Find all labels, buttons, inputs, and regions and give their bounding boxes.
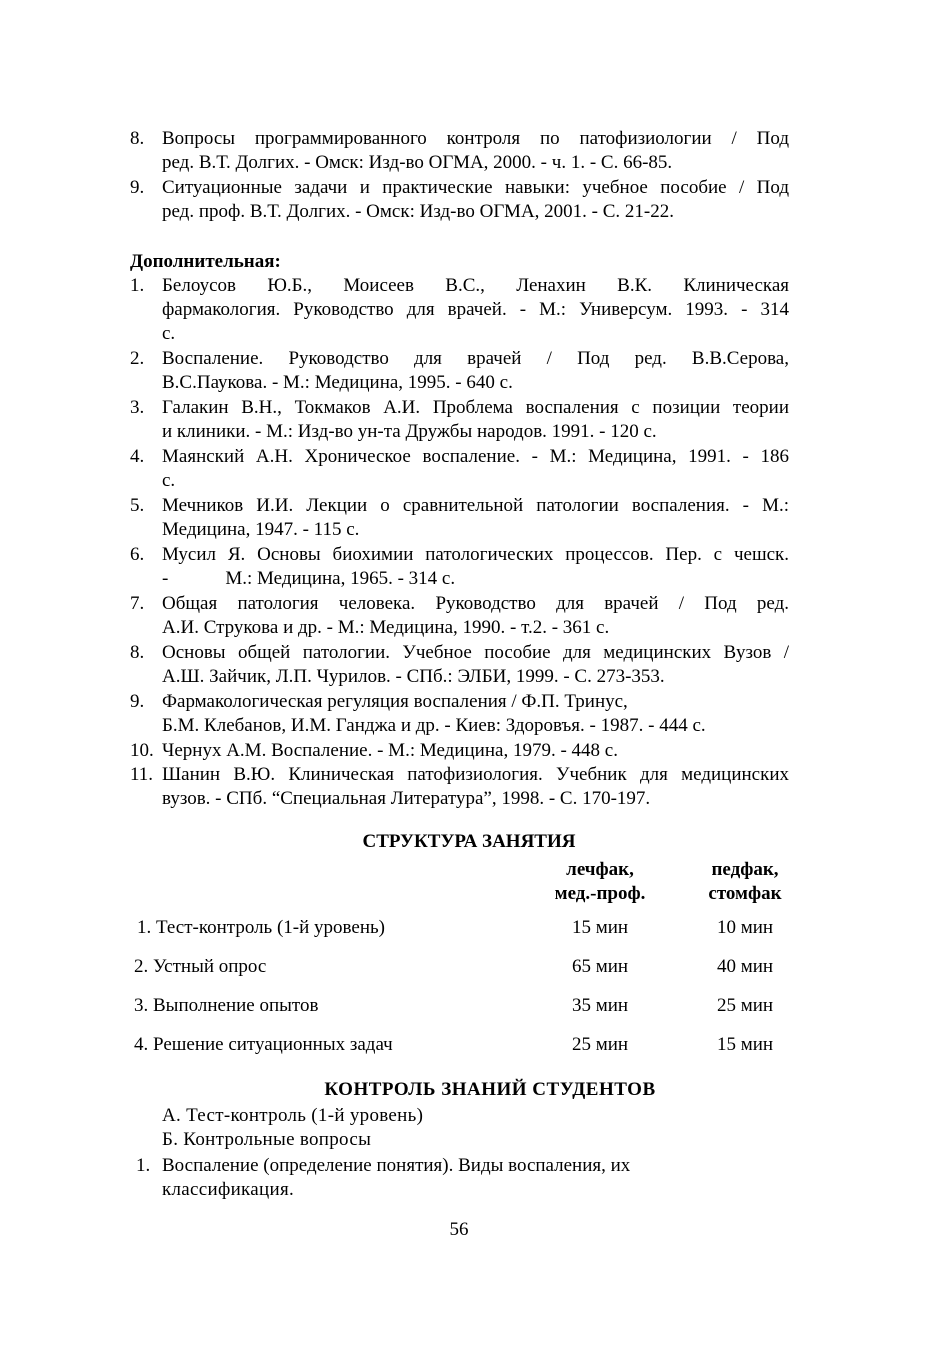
ref-line: вузов. - СПб. “Специальная Литература”, 1998. - С. 170-197. (162, 788, 651, 809)
table-cell: 35 мин (571, 995, 629, 1016)
ref-line: Основы общей патологии. Учебное пособие для медицинских Вузов / (162, 642, 789, 663)
table-row-label: 4. Решение ситуационных задач (134, 1034, 393, 1055)
structure-heading: СТРУКТУРА ЗАНЯТИЯ (362, 831, 576, 852)
ref-number: 11. (130, 764, 154, 785)
ref-line: А.И. Струкова и др. - М.: Медицина, 1990. - т.2. - 361 с. (162, 617, 610, 638)
ref-line: Мечников И.И. Лекции о сравнительной патологии воспаления. - М.: (162, 495, 789, 516)
table-cell: 15 мин (716, 1034, 774, 1055)
ref-line: - М.: Медицина, 1965. - 314 с. (162, 568, 456, 589)
table-row-label: 2. Устный опрос (134, 956, 267, 977)
ref-line: ред. В.Т. Долгих. - Омск: Изд-во ОГМА, 2000. - ч. 1. - С. 66-85. (162, 152, 673, 173)
ref-line: Фармакологическая регуляция воспаления / Ф.П. Тринус, (162, 691, 628, 712)
ref-number: 2. (130, 348, 145, 369)
ref-line: В.С.Паукова. - М.: Медицина, 1995. - 640 с. (162, 372, 513, 393)
ref-line: Маянский А.Н. Хроническое воспаление. - М.: Медицина, 1991. - 186 (162, 446, 789, 467)
column-header-pedfak: стомфак (708, 883, 782, 904)
table-cell: 25 мин (571, 1034, 629, 1055)
ref-number: 9. (130, 691, 145, 712)
question-line: классификация. (162, 1179, 295, 1200)
ref-line: Ситуационные задачи и практические навыки: учебное пособие / Под (162, 177, 789, 198)
control-item: Б. Контрольные вопросы (162, 1129, 372, 1150)
ref-line: и клиники. - М.: Изд-во ун-та Дружбы народов. 1991. - 120 с. (162, 421, 657, 442)
table-row-label: 1. Тест-контроль (1-й уровень) (137, 917, 385, 938)
ref-number: 1. (130, 275, 145, 296)
ref-line: с. (162, 470, 176, 491)
ref-line: Вопросы программированного контроля по патофизиологии / Под (162, 128, 789, 149)
ref-number: 9. (130, 177, 145, 198)
ref-line: Шанин В.Ю. Клиническая патофизиология. Учебник для медицинских (162, 764, 789, 785)
control-item: А. Тест-контроль (1-й уровень) (162, 1105, 424, 1126)
ref-line: Общая патология человека. Руководство для врачей / Под ред. (162, 593, 789, 614)
table-cell: 15 мин (571, 917, 629, 938)
ref-line: Воспаление. Руководство для врачей / Под ред. В.В.Серова, (162, 348, 789, 369)
ref-line: Галакин В.Н., Токмаков А.И. Проблема воспаления с позиции теории (162, 397, 789, 418)
column-header-lechfak: лечфак, (566, 859, 634, 880)
column-header-pedfak: педфак, (711, 859, 779, 880)
ref-line: ред. проф. В.Т. Долгих. - Омск: Изд-во ОГМА, 2001. - С. 21-22. (162, 201, 674, 222)
question-number: 1. (136, 1155, 151, 1176)
ref-number: 7. (130, 593, 145, 614)
ref-number: 6. (130, 544, 145, 565)
question-line: Воспаление (определение понятия). Виды воспаления, их (162, 1155, 631, 1176)
ref-line: Чернух А.М. Воспаление. - М.: Медицина, 1979. - 448 с. (162, 740, 618, 761)
ref-line: Медицина, 1947. - 115 с. (162, 519, 360, 540)
ref-number: 3. (130, 397, 145, 418)
table-cell: 65 мин (571, 956, 629, 977)
ref-line: фармакология. Руководство для врачей. - М.: Универсум. 1993. - 314 (162, 299, 789, 320)
additional-heading: Дополнительная: (130, 251, 281, 272)
ref-line: с. (162, 323, 176, 344)
ref-number: 10. (130, 740, 154, 761)
ref-line: А.Ш. Зайчик, Л.П. Чурилов. - СПб.: ЭЛБИ, 1999. - С. 273-353. (162, 666, 665, 687)
table-cell: 40 мин (716, 956, 774, 977)
ref-line: Белоусов Ю.Б., Моисеев В.С., Ленахин В.К. Клиническая (162, 275, 789, 296)
ref-line: Мусил Я. Основы биохимии патологических процессов. Пер. с чешск. (162, 544, 789, 565)
table-row-label: 3. Выполнение опытов (134, 995, 319, 1016)
ref-number: 4. (130, 446, 145, 467)
control-heading: КОНТРОЛЬ ЗНАНИЙ СТУДЕНТОВ (324, 1079, 656, 1100)
ref-number: 5. (130, 495, 145, 516)
ref-line: Б.М. Клебанов, И.М. Ганджа и др. - Киев: Здоровъя. - 1987. - 444 с. (162, 715, 706, 736)
table-cell: 10 мин (716, 917, 774, 938)
column-header-lechfak: мед.-проф. (554, 883, 646, 904)
page-number: 56 (449, 1219, 469, 1240)
table-cell: 25 мин (716, 995, 774, 1016)
ref-number: 8. (130, 642, 145, 663)
ref-number: 8. (130, 128, 145, 149)
